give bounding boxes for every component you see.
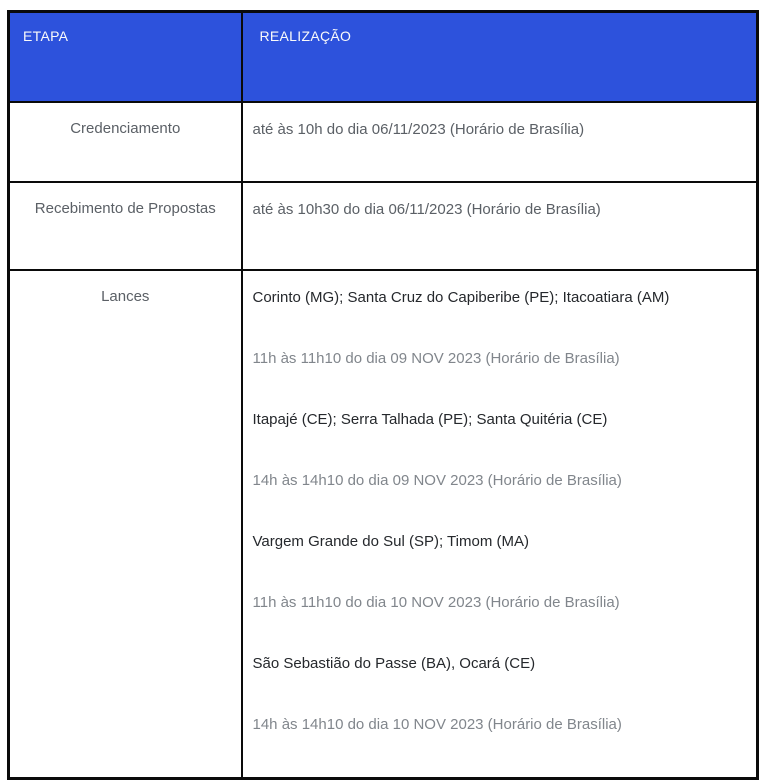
cities-line: São Sebastião do Passe (BA), Ocará (CE) — [252, 654, 536, 672]
schedule-line: 11h às 11h10 do dia 09 NOV 2023 (Horário de Brasília) — [252, 349, 620, 367]
cities-line: Vargem Grande do Sul (SP); Timom (MA) — [252, 532, 529, 550]
etapa-cell-recebimento: Recebimento de Propostas — [9, 182, 242, 270]
schedule-table — [7, 10, 759, 780]
realizacao-cell-lances — [242, 270, 758, 779]
schedule-line: 14h às 14h10 do dia 09 NOV 2023 (Horário de Brasília) — [252, 471, 622, 489]
column-header-realizacao: REALIZAÇÃO — [242, 12, 758, 102]
etapa-cell-credenciamento: Credenciamento — [9, 102, 242, 182]
schedule-line: até às 10h do dia 06/11/2023 (Horário de Brasília) — [252, 120, 585, 138]
realizacao-cell-credenciamento — [242, 102, 758, 182]
realizacao-cell-recebimento — [242, 182, 758, 270]
cities-line: Corinto (MG); Santa Cruz do Capiberibe (PE); Itacoatiara (AM) — [252, 288, 670, 306]
table-row-recebimento-de-propostas — [9, 182, 758, 270]
schedule-line: 14h às 14h10 do dia 10 NOV 2023 (Horário de Brasília) — [252, 715, 622, 733]
table-row-lances — [9, 270, 758, 779]
table-header-row — [9, 12, 758, 102]
column-header-etapa: ETAPA — [9, 12, 242, 102]
cities-line: Itapajé (CE); Serra Talhada (PE); Santa Quitéria (CE) — [252, 410, 608, 428]
schedule-line: 11h às 11h10 do dia 10 NOV 2023 (Horário de Brasília) — [252, 593, 620, 611]
table-row-credenciamento — [9, 102, 758, 182]
schedule-line: até às 10h30 do dia 06/11/2023 (Horário de Brasília) — [252, 200, 601, 218]
etapa-cell-lances: Lances — [9, 270, 242, 779]
page — [7, 10, 759, 780]
